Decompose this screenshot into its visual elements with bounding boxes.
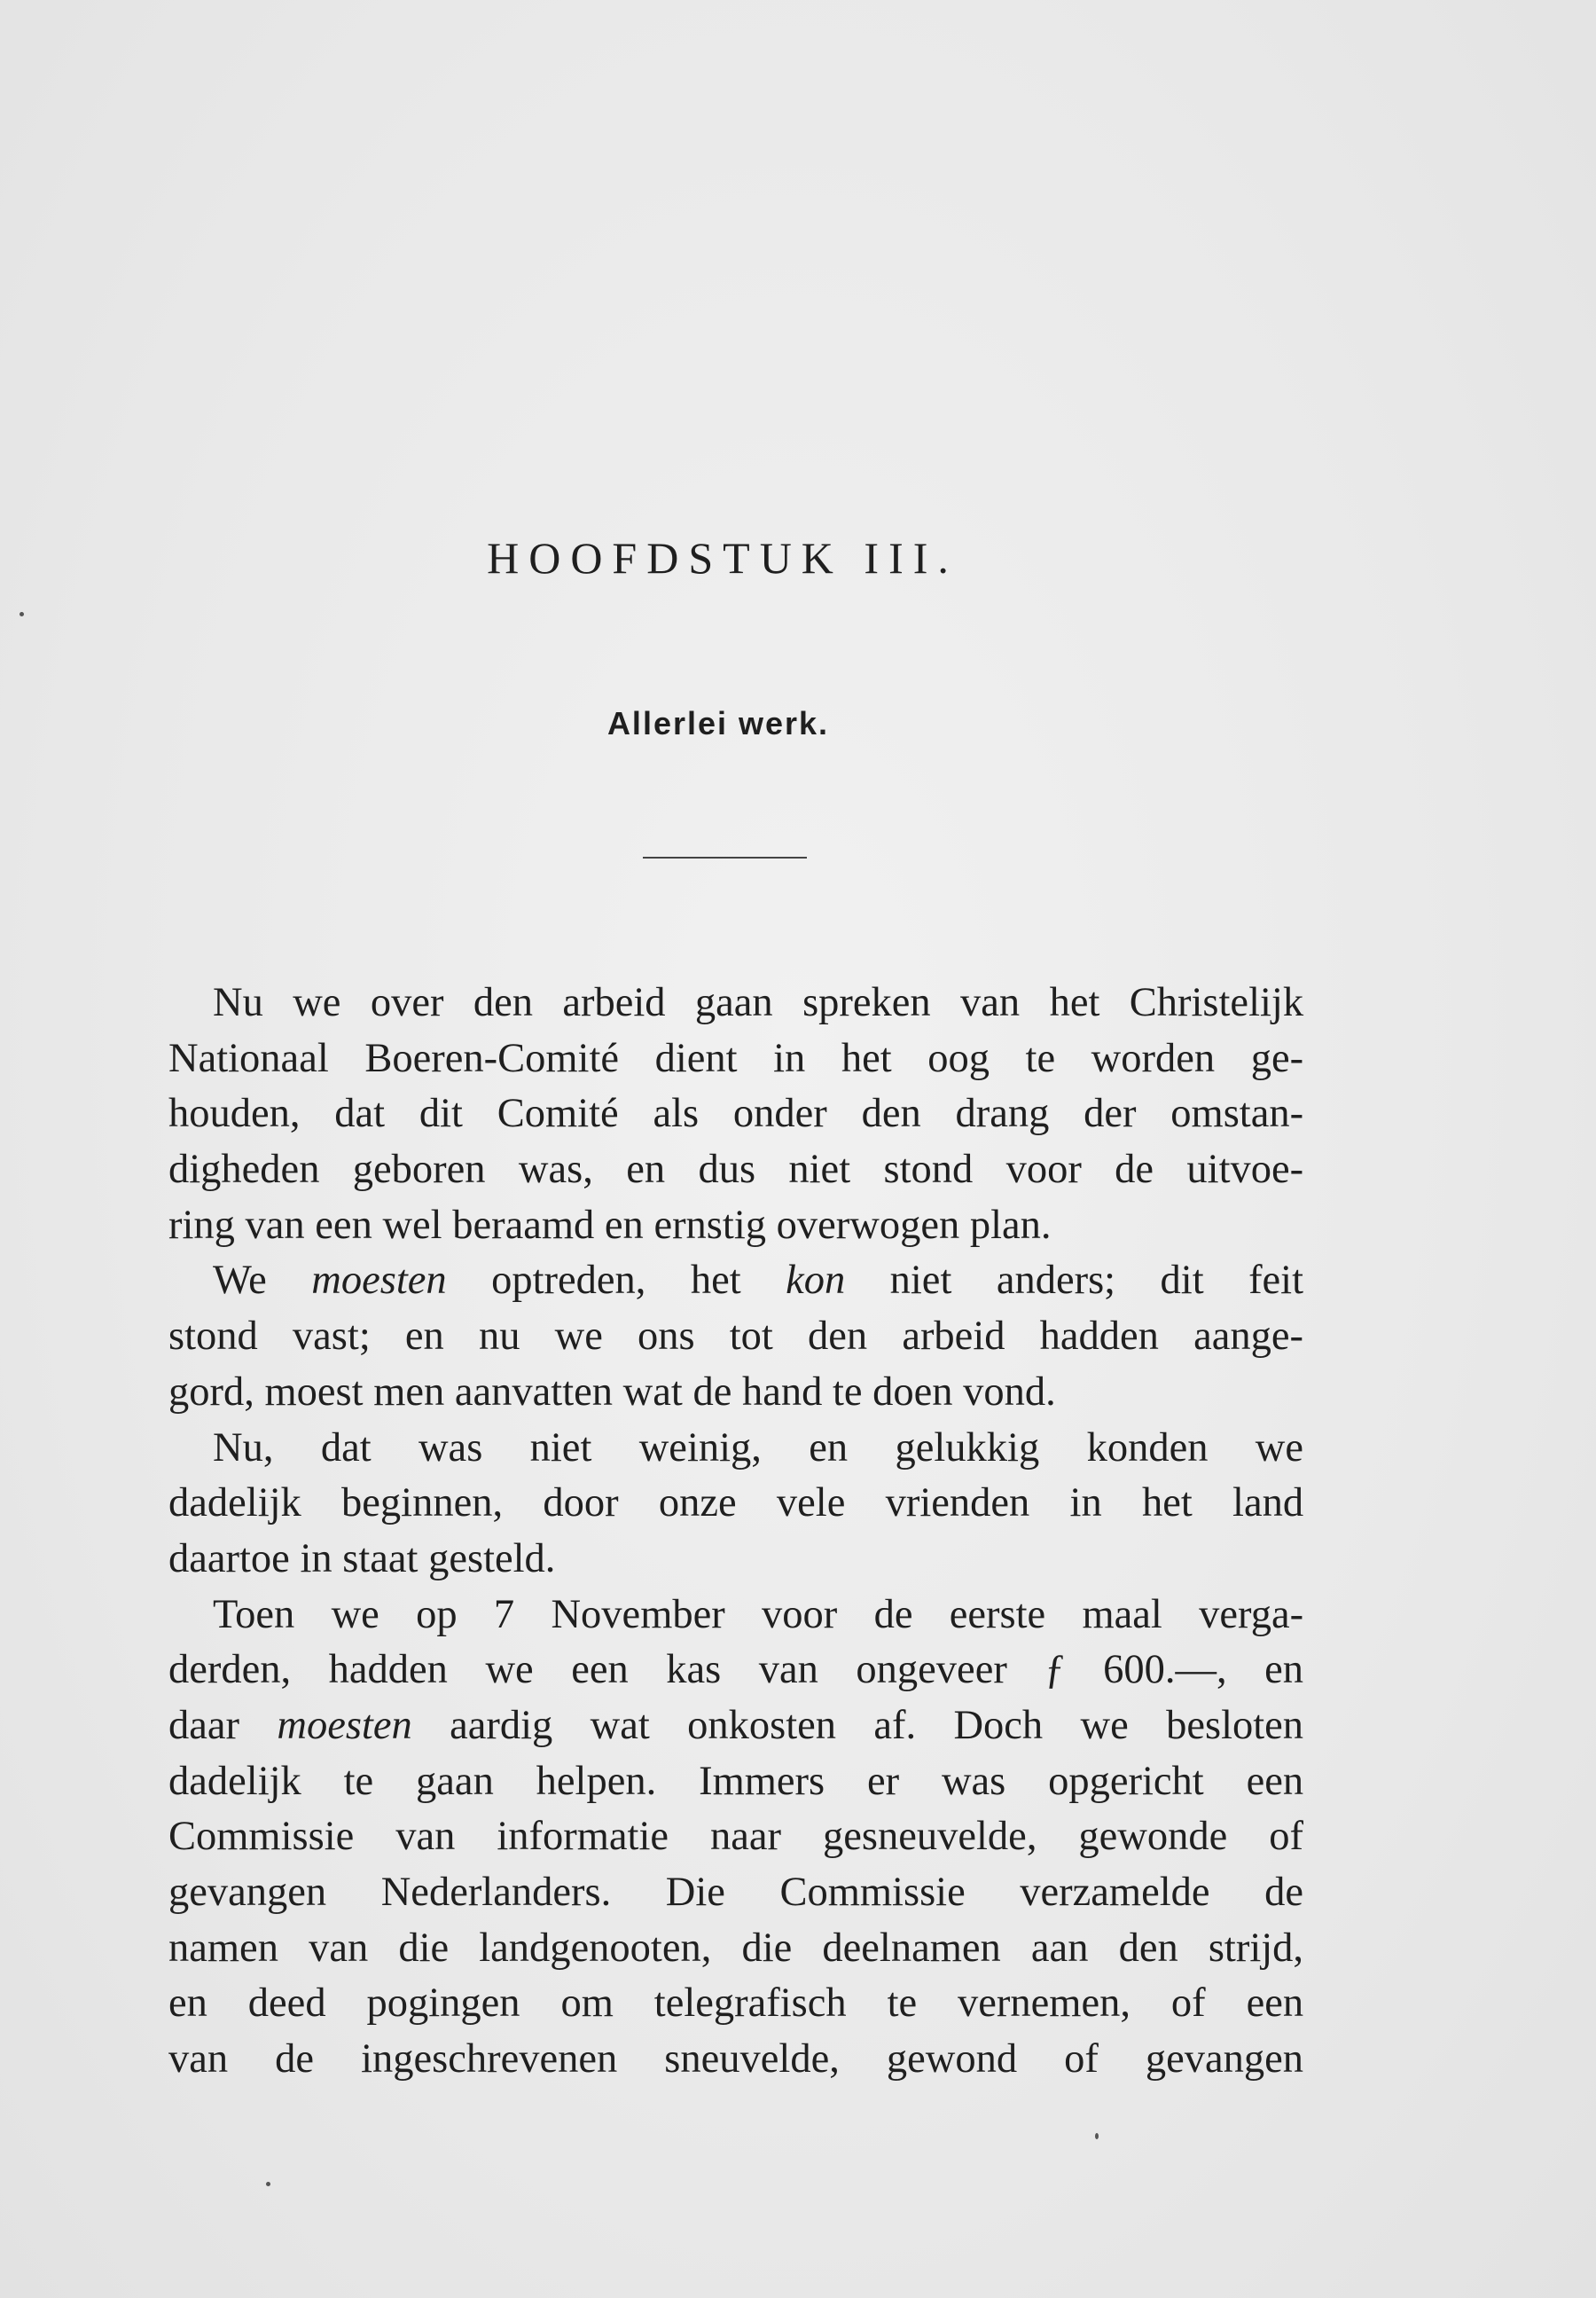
text-line: dadelijk beginnen, door onze vele vrienden in het land (168, 1480, 1304, 1526)
text-line: derden, hadden we een kas van ongeveer ƒ 600.—, en (168, 1647, 1304, 1693)
divider-rule (643, 857, 807, 859)
text-line: Toen we op 7 November voor de eerste maal verga- (213, 1591, 1304, 1637)
text-line: houden, dat dit Comité als onder den drang der omstan- (168, 1091, 1304, 1137)
text-line: Nationaal Boeren-Comité dient in het oog te worden ge- (168, 1035, 1304, 1081)
text-line: gevangen Nederlanders. Die Commissie verzamelde de (168, 1870, 1303, 1915)
text-line: dadelijk te gaan helpen. Immers er was opgericht een (168, 1758, 1304, 1804)
text-line: van de ingeschrevenen sneuvelde, gewond of gevangen (168, 2036, 1304, 2082)
paper-speck (266, 2182, 270, 2186)
text-line: Nu we over den arbeid gaan spreken van het Christelijk (213, 980, 1304, 1025)
paper-speck (20, 612, 24, 616)
text-line: daar moesten aardig wat onkosten af. Doch we besloten (168, 1702, 1304, 1748)
text-line: gord, moest men aanvatten wat de hand te doen vond. (168, 1369, 1056, 1415)
paper-speck (1095, 2133, 1099, 2139)
text-line: Commissie van informatie naar gesneuvelde, gewonde of (168, 1814, 1303, 1860)
chapter-title: HOOFDSTUK III. (487, 533, 958, 583)
text-line: namen van die landgenooten, die deelnamen aan den strijd, (168, 1925, 1304, 1971)
text-line: en deed pogingen om telegrafisch te vernemen, of een (168, 1980, 1304, 2027)
text-line: Nu, dat was niet weinig, en gelukkig konden we (213, 1424, 1304, 1471)
text-line: stond vast; en nu we ons tot den arbeid hadden aange- (168, 1314, 1303, 1360)
text-line: daartoe in staat gesteld. (168, 1535, 556, 1581)
section-title: Allerlei werk. (606, 705, 830, 741)
body-text (168, 976, 1303, 2088)
text-line: digheden geboren was, en dus niet stond voor de uitvoe- (168, 1147, 1304, 1193)
text-line: We moesten optreden, het kon niet anders; dit feit (213, 1258, 1304, 1304)
text-line: ring van een wel beraamd en ernstig overwogen plan. (168, 1202, 1052, 1248)
